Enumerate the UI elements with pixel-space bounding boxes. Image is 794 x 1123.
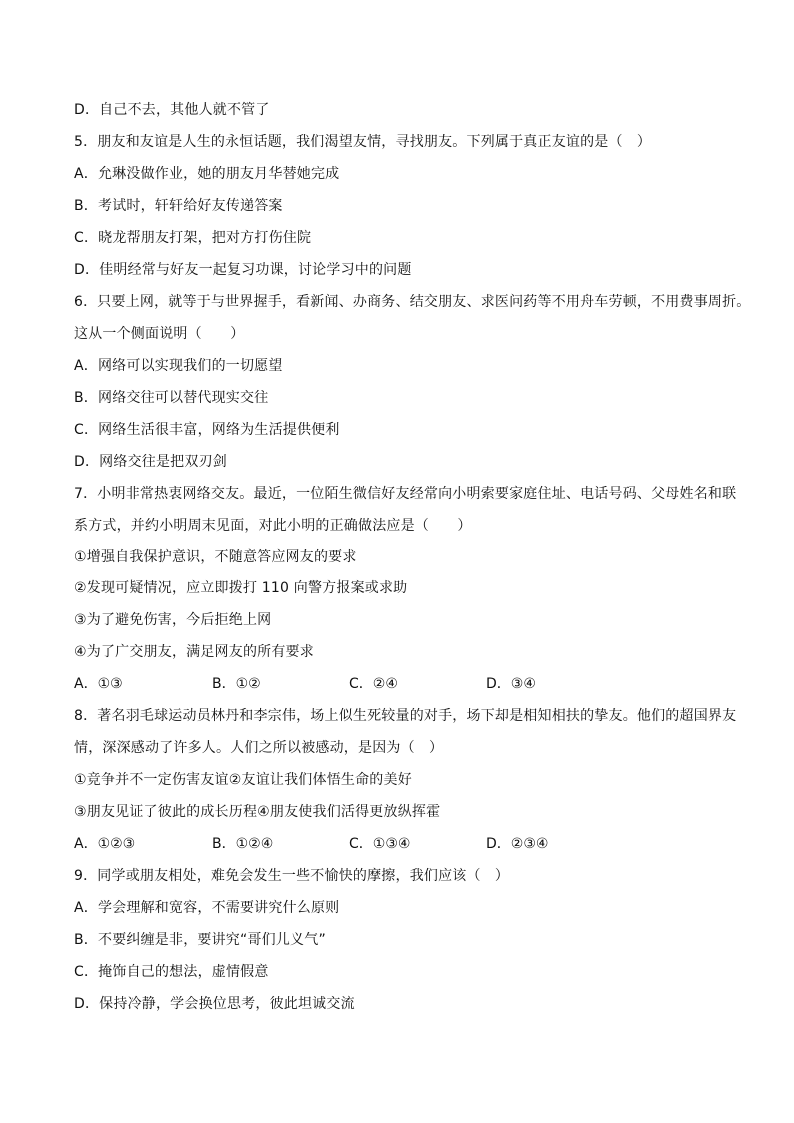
- q5-option-a: A．允琳没做作业，她的朋友月华替她完成: [74, 166, 340, 182]
- q7-options-row: [74, 674, 694, 694]
- q9-option-d: D．保持冷静，学会换位思考，彼此坦诚交流: [74, 996, 355, 1012]
- q7-option-c: C．②④: [349, 676, 398, 692]
- q8-stem-line2: 情，深深感动了许多人。人们之所以被感动，是因为（ ）: [74, 740, 444, 756]
- q7-option-a: A．①③: [74, 676, 123, 692]
- q7-stem-line1: 7．小明非常热衷网络交友。最近，一位陌生微信好友经常向小明索要家庭住址、电话号码、父母姓名和联: [74, 486, 737, 502]
- q7-item-4: ④为了广交朋友，满足网友的所有要求: [74, 644, 314, 660]
- q7-option-b: B．①②: [212, 676, 261, 692]
- q7-stem-line2: 系方式，并约小明周末见面，对此小明的正确做法应是（ ）: [74, 518, 472, 534]
- q6-stem-line1: 6．只要上网，就等于与世界握手，看新闻、办商务、结交朋友、求医问药等不用舟车劳顿，不用费事周折。: [74, 294, 751, 310]
- q6-option-c: C．网络生活很丰富，网络为生活提供便利: [74, 422, 340, 438]
- q8-options-row: [74, 834, 694, 854]
- q6-stem-line2: 这从一个侧面说明（ ）: [74, 326, 245, 342]
- q6-option-d: D．网络交往是把双刃剑: [74, 454, 227, 470]
- q7-option-d: D．③④: [486, 676, 536, 692]
- q9-stem: 9．同学或朋友相处，难免会发生一些不愉快的摩擦，我们应该（ ）: [74, 868, 510, 884]
- q8-stem-line1: 8．著名羽毛球运动员林丹和李宗伟，场上似生死较量的对手，场下却是相知相扶的挚友。他们的超国界友: [74, 708, 737, 724]
- q5-option-c: C．晓龙帮朋友打架，把对方打伤住院: [74, 230, 312, 246]
- q7-item-2: ②发现可疑情况，应立即拨打 110 向警方报案或求助: [74, 580, 408, 596]
- q6-option-b: B．网络交往可以替代现实交往: [74, 390, 269, 406]
- q7-item-3: ③为了避免伤害，今后拒绝上网: [74, 612, 272, 628]
- q9-option-a: A．学会理解和宽容，不需要讲究什么原则: [74, 900, 340, 916]
- q8-items-line2: ③朋友见证了彼此的成长历程④朋友使我们活得更放纵挥霍: [74, 804, 441, 820]
- q6-option-a: A．网络可以实现我们的一切愿望: [74, 358, 283, 374]
- q8-option-b: B．①②④: [212, 836, 274, 852]
- q9-option-c: C．掩饰自己的想法，虚情假意: [74, 964, 269, 980]
- q8-option-c: C．①③④: [349, 836, 411, 852]
- q8-option-d: D．②③④: [486, 836, 549, 852]
- q5-option-b: B．考试时，轩轩给好友传递答案: [74, 198, 283, 214]
- q9-option-b: B．不要纠缠是非，要讲究“哥们儿义气”: [74, 932, 326, 948]
- q5-stem: 5．朋友和友谊是人生的永恒话题，我们渴望友情，寻找朋友。下列属于真正友谊的是（ ）: [74, 134, 652, 150]
- q8-items-line1: ①竞争并不一定伤害友谊②友谊让我们体悟生命的美好: [74, 772, 412, 788]
- q4-option-d: D．自己不去，其他人就不管了: [74, 102, 270, 118]
- q7-item-1: ①增强自我保护意识，不随意答应网友的要求: [74, 549, 357, 565]
- q8-option-a: A．①②③: [74, 836, 136, 852]
- q5-option-d: D．佳明经常与好友一起复习功课，讨论学习中的问题: [74, 262, 412, 278]
